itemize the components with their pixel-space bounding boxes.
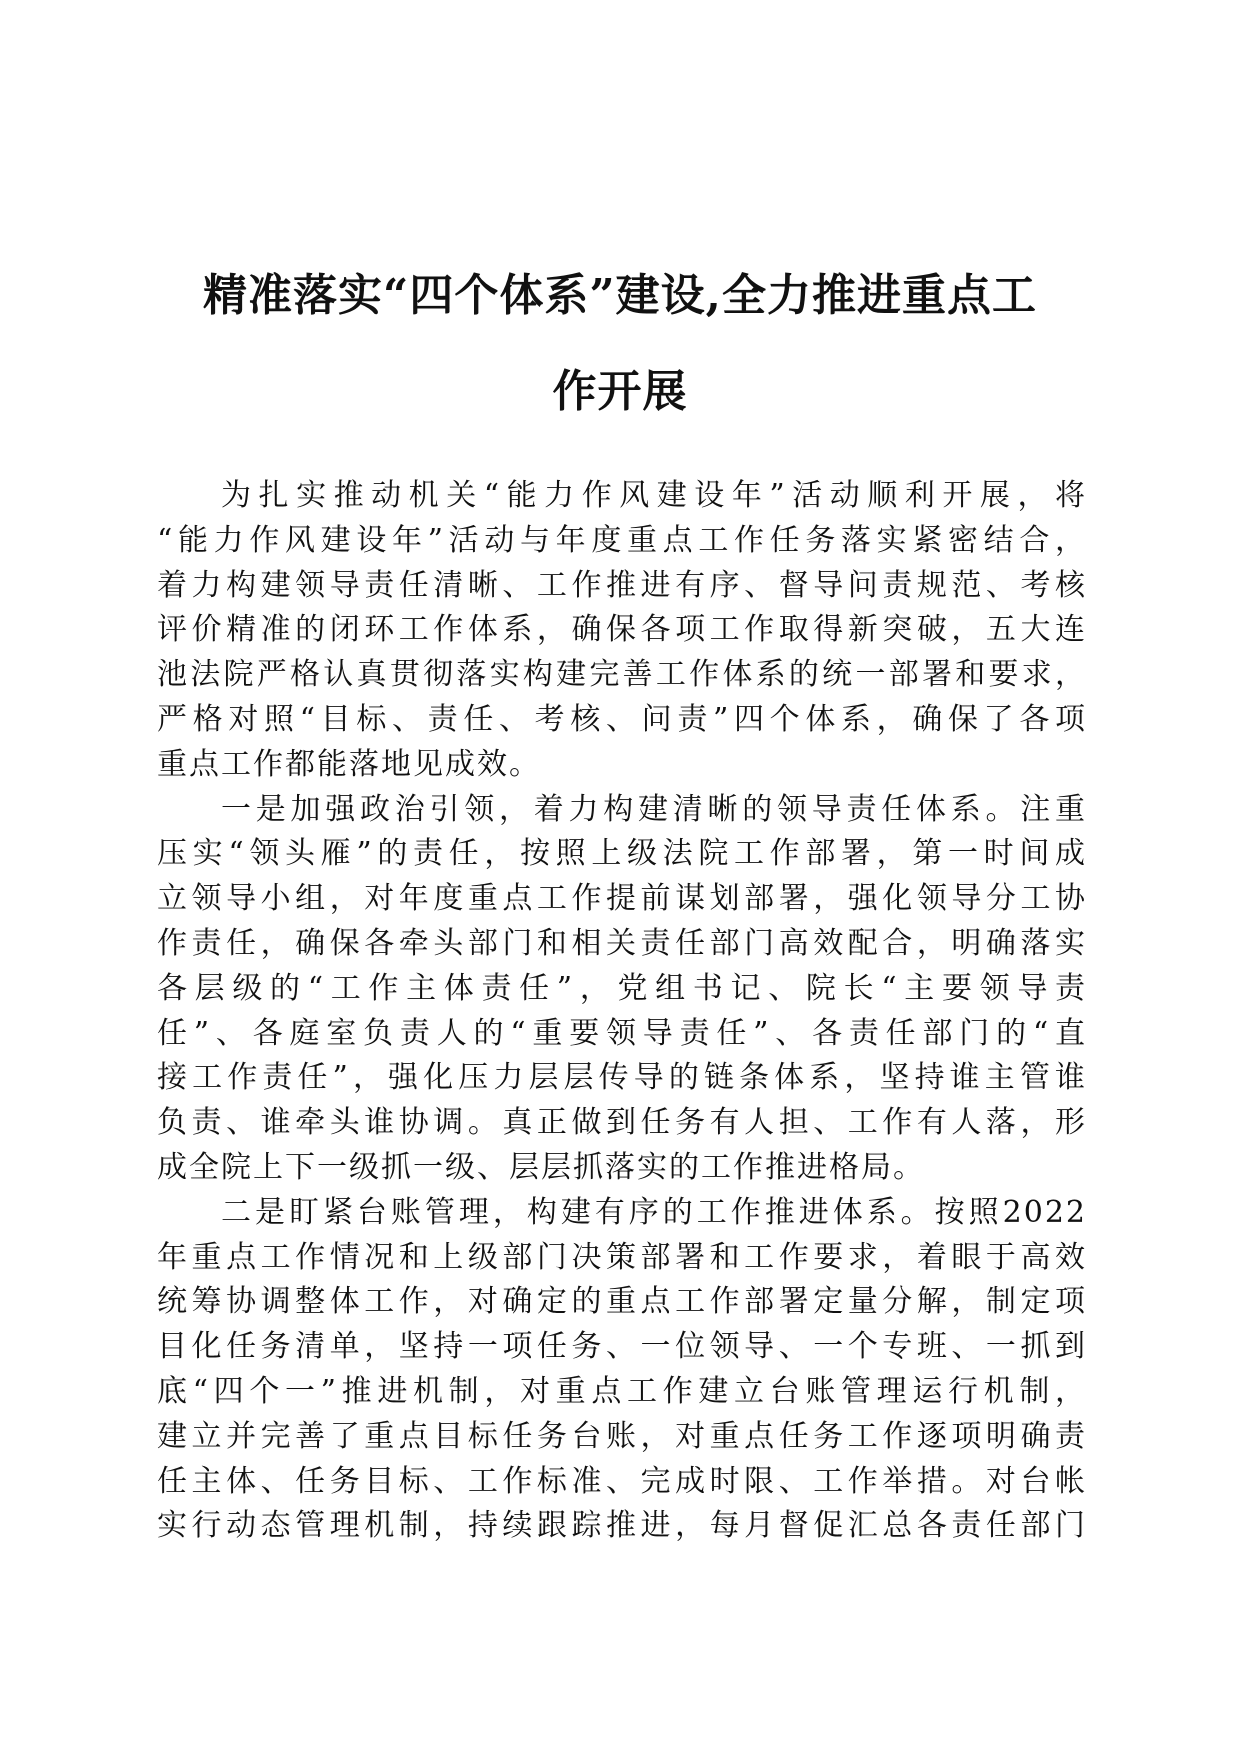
- text-line: 各层级的“工作主体责任”，党组书记、院长“主要领导责: [157, 970, 1087, 1006]
- text-line: 作责任，确保各牵头部门和相关责任部门高效配合，明确落实: [157, 925, 1087, 961]
- text-line: 年重点工作情况和上级部门决策部署和工作要求，着眼于高效: [157, 1239, 1087, 1275]
- text-line: 目化任务清单，坚持一项任务、一位领导、一个专班、一抓到: [157, 1329, 1087, 1365]
- text-line: 立领导小组，对年度重点工作提前谋划部署，强化领导分工协: [157, 881, 1087, 917]
- text-line: 统筹协调整体工作，对确定的重点工作部署定量分解，制定项: [157, 1284, 1087, 1320]
- text-line: “能力作风建设年”活动与年度重点工作任务落实紧密结合，: [157, 522, 1087, 558]
- title-line-2: 作开展: [552, 366, 688, 417]
- document-body: [157, 474, 1087, 1549]
- text-line: 负责、谁牵头谁协调。真正做到任务有人担、工作有人落，形: [157, 1105, 1087, 1141]
- text-line: 底“四个一”推进机制，对重点工作建立台账管理运行机制，: [157, 1373, 1087, 1409]
- text-line: 接工作责任”，强化压力层层传导的链条体系，坚持谁主管谁: [157, 1060, 1087, 1096]
- text-line: 压实“领头雁”的责任，按照上级法院工作部署，第一时间成: [157, 836, 1087, 872]
- text-line: 严格对照“目标、责任、考核、问责”四个体系，确保了各项: [157, 701, 1087, 737]
- title-line-1: 精准落实“四个体系”建设,全力推进重点工: [203, 270, 1037, 321]
- paragraph-leadership: [157, 788, 1087, 1191]
- paragraph-intro: [157, 474, 1087, 788]
- document-title: [150, 248, 1090, 440]
- text-line: 一是加强政治引领，着力构建清晰的领导责任体系。注重: [221, 791, 1087, 827]
- text-line: 池法院严格认真贯彻落实构建完善工作体系的统一部署和要求，: [157, 657, 1087, 693]
- text-line: 成全院上下一级抓一级、层层抓落实的工作推进格局。: [157, 1149, 925, 1185]
- text-line: 实行动态管理机制，持续跟踪推进，每月督促汇总各责任部门: [157, 1508, 1087, 1544]
- text-line: 重点工作都能落地见成效。: [157, 746, 541, 782]
- text-line: 任”、各庭室负责人的“重要领导责任”、各责任部门的“直: [157, 1015, 1087, 1051]
- paragraph-ledger: [157, 1191, 1087, 1549]
- text-line: 任主体、任务目标、工作标准、完成时限、工作举措。对台帐: [157, 1463, 1087, 1499]
- text-line: 着力构建领导责任清晰、工作推进有序、督导问责规范、考核: [157, 567, 1087, 603]
- text-line: 为扎实推动机关“能力作风建设年”活动顺利开展，将: [221, 478, 1087, 513]
- text-line: 评价精准的闭环工作体系，确保各项工作取得新突破，五大连: [157, 612, 1087, 648]
- text-line: 建立并完善了重点目标任务台账，对重点任务工作逐项明确责: [157, 1418, 1087, 1454]
- text-line: 二是盯紧台账管理，构建有序的工作推进体系。按照2022: [221, 1194, 1087, 1230]
